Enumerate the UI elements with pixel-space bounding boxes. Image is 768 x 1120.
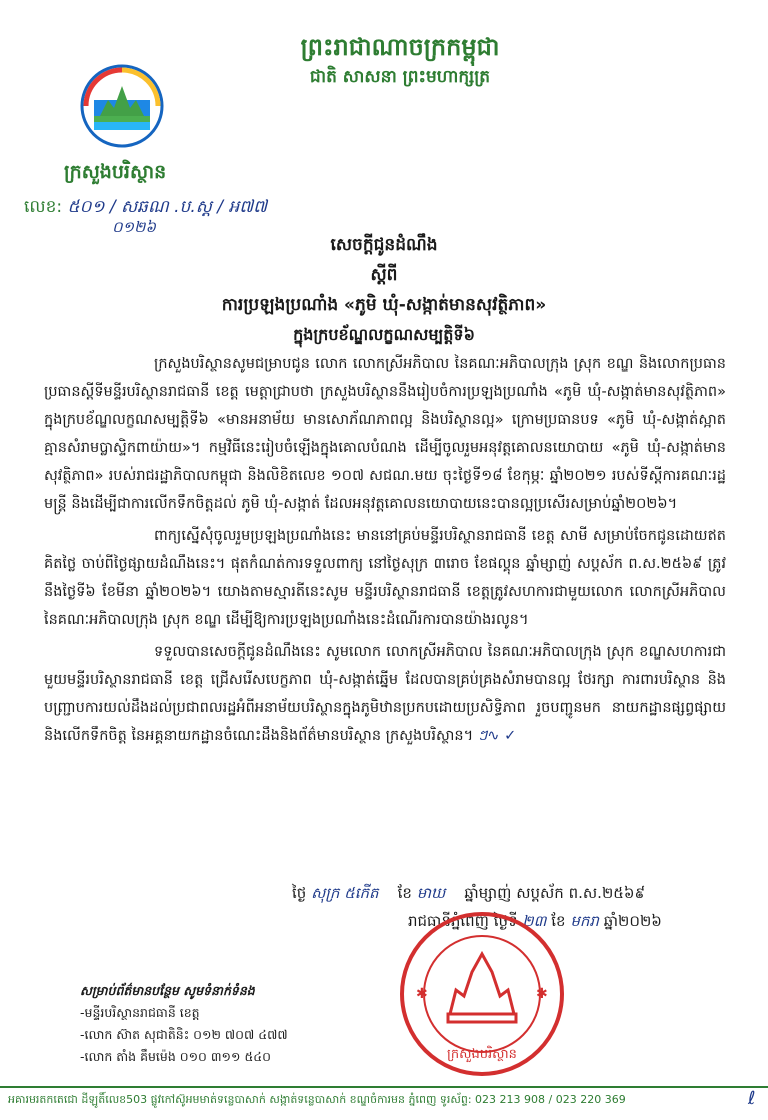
paragraph-3 [44,638,726,750]
svg-text:✱: ✱ [416,986,428,1002]
solar-month-handwritten: មករា [570,912,599,930]
ministry-logo [80,64,164,148]
solar-month-label: ខែ [551,912,566,930]
svg-text:✱: ✱ [536,986,548,1002]
title-line-3: ការប្រឡងប្រណាំង «ភូមិ ឃុំ-សង្កាត់មានសុវត្ថិភាព» [221,295,547,315]
reference-label: លេខ: [24,197,63,217]
footer-divider [0,1086,768,1088]
contact-line-3: -លោក តាំង គឹមម៉េង ០១០ ៣១១ ៥៤០ [80,1049,272,1064]
contact-heading: សម្រាប់ព័ត៌មានបន្ថែម សូមទំនាក់ទំនង [80,983,255,998]
footer-address: អគារមរតកតេជោ ដីឡូតិ៍លេខ503 ផ្លូវកៅស៊ូអមមាត់ទន្លេបាសាក់ សង្កាត់ទន្លេបាសាក់ ខណ្ឌចំការមន ភ្នំពេញ ទូរស័ព្ទ: 023 213 908 / 023 220 369 [8,1093,626,1106]
kingdom-header [250,30,550,90]
reference-handwritten: ៥០១ / សឆណ .ប.ស្ត / អ៧៧ [67,197,268,217]
kingdom-motto: ជាតិ សាសនា ព្រះមហាក្សត្រ [309,67,491,87]
title-line-1: សេចក្តីជូនដំណឹង [330,235,438,255]
paragraph-1: ក្រសួងបរិស្ថានសូមជម្រាបជូន លោក លោកស្រីអភិបាល នៃគណៈអភិបាលក្រុង ស្រុក ខណ្ឌ និងលោកប្រធាន ប្រធានស្តីទីមន្ទីរបរិស្ថានរាជធានី ខេត្ត មេត្តាជ្រាបថា ក្រសួងបរិស្ថាននឹងរៀបចំការប្រឡងប្រណាំង «ភូមិ ឃុំ-សង្កាត់មានសុវត្ថិភាព» ក្នុងក្របខ័ណ្ឌលក្ខណសម្បត្តិទី៦ «មានអនាម័យ មានសោភ័ណភាពល្អ និងបរិស្ថានល្អ» ក្រោមប្រធានបទ «ភូមិ ឃុំ-សង្កាត់ស្អាតគ្មានសំរាមប្លាស្ទិកពាយ៉ាយ»។ កម្មវិធីនេះរៀបចំឡើងក្នុងគោលបំណង ដើម្បីចូលរួមអនុវត្តគោលនយោបាយ «ភូមិ ឃុំ-សង្កាត់មានសុវត្ថិភាព» របស់រាជរដ្ឋាភិបាលកម្ពុជា និងលិខិតលេខ ១០៧ សជណ.មយ ចុះថ្ងៃទី១៨ ខែកុម្ភៈ ឆ្នាំ២០២១ របស់ទីស្តីការគណៈរដ្ឋមន្ត្រី និងដើម្បីជាការលើកទឹកចិត្តដល់ ភូមិ ឃុំ-សង្កាត់ ដែលអនុវត្តគោលនយោបាយនេះបានល្អប្រសើរសម្រាប់ឆ្នាំ២០២៦។ [44,356,726,512]
seal-text: ក្រសួងបរិស្ថាន [447,1047,517,1062]
paragraph-2: ពាក្យស្នើសុំចូលរួមប្រឡងប្រណាំងនេះ មាននៅគ្រប់មន្ទីរបរិស្ថានរាជធានី ខេត្ត សាមី សម្រាប់ចែកជូនដោយឥតគិតថ្លៃ ចាប់ពីថ្ងៃផ្សាយដំណឹងនេះ។ ផុតកំណត់ការទទួលពាក្យ នៅថ្ងៃសុក្រ ៣រោច ខែផល្គុន ឆ្នាំម្សាញ់ សប្តស័ក ព.ស.២៥៦៩ ត្រូវនឹងថ្ងៃទី៦ ខែមីនា ឆ្នាំ២០២៦។ យោងតាមស្មារតីនេះសូម មន្ទីរបរិស្ថានរាជធានី ខេត្តត្រូវសហការជាមួយលោក លោកស្រីអភិបាល នៃគណៈអភិបាលក្រុង ស្រុក ខណ្ឌ ដើម្បីឱ្យការប្រឡងប្រណាំងនេះដំណើរការបានយ៉ាងរលូន។ [44,528,726,628]
paragraph-3-handwritten: ៗ∿ ✓ [477,728,517,744]
lunar-year: ឆ្នាំម្សាញ់ សប្តស័ក ព.ស.២៥៦៩ [464,884,646,902]
contact-line-2: -លោក ស៊ាត សុជាតិនិះ ០១២ ៧០៧ ៤៧៧ [80,1027,288,1042]
footer-handwritten-mark: ℓ [748,1088,756,1109]
paragraph-3-text: ទទួលបានសេចក្តីជូនដំណឹងនេះ សូមលោក លោកស្រីអភិបាល នៃគណៈអភិបាលក្រុង ស្រុក ខណ្ឌសហការជាមួយមន្ទីរបរិស្ថានរាជធានី ខេត្ត ជ្រើសរើសបេក្ខភាព ឃុំ-សង្កាត់ឆ្នើម ដែលបានគ្រប់គ្រងសំរាមបានល្អ ថែរក្សា ការពារបរិស្ថាន និងបញ្ជ្រាបការយល់ដឹងដល់ប្រជាពលរដ្ឋអំពីអនាម័យបរិស្ថានក្នុងភូមិឋានប្រកបដោយប្រសិទ្ធិភាព រួចបញ្ជូនមក នាយកដ្ឋានផ្សព្វផ្សាយនិងលើកទឹកចិត្ត នៃអគ្គនាយកដ្ឋានចំណេះដឹងនិងព័ត៌មានបរិស្ថាន ក្រសួងបរិស្ថាន។ [44,644,726,744]
solar-day-handwritten: ២៣ [522,912,547,930]
lunar-day-handwritten: សុក្រ ៥កើត [311,884,379,902]
ministry-name: ក្រសួងបរិស្ថាន [64,161,167,183]
solar-prefix: រាជធានីភ្នំពេញ ថ្ងៃទី [408,912,518,930]
official-seal [398,910,566,1078]
reference-handwritten-line2: ០១២៦ [112,218,156,236]
title-line-2: ស្តីពី [370,265,398,285]
notice-title [100,230,668,350]
kingdom-title: ព្រះរាជាណាចក្រកម្ពុជា [300,33,500,61]
contact-line-1: -មន្ទីរបរិស្ថានរាជធានី ខេត្ត [80,1005,200,1020]
lunar-prefix: ថ្ងៃ [292,884,307,902]
title-line-4: ក្នុងក្របខ័ណ្ឌលក្ខណសម្បត្តិទី៦ [293,325,475,344]
lunar-month-handwritten: មាឃ [416,884,446,902]
solar-year: ឆ្នាំ២០២៦ [603,912,662,930]
notice-body [44,350,726,754]
lunar-date [292,884,645,906]
contact-info [80,980,288,1068]
lunar-month-label: ខែ [397,884,412,902]
